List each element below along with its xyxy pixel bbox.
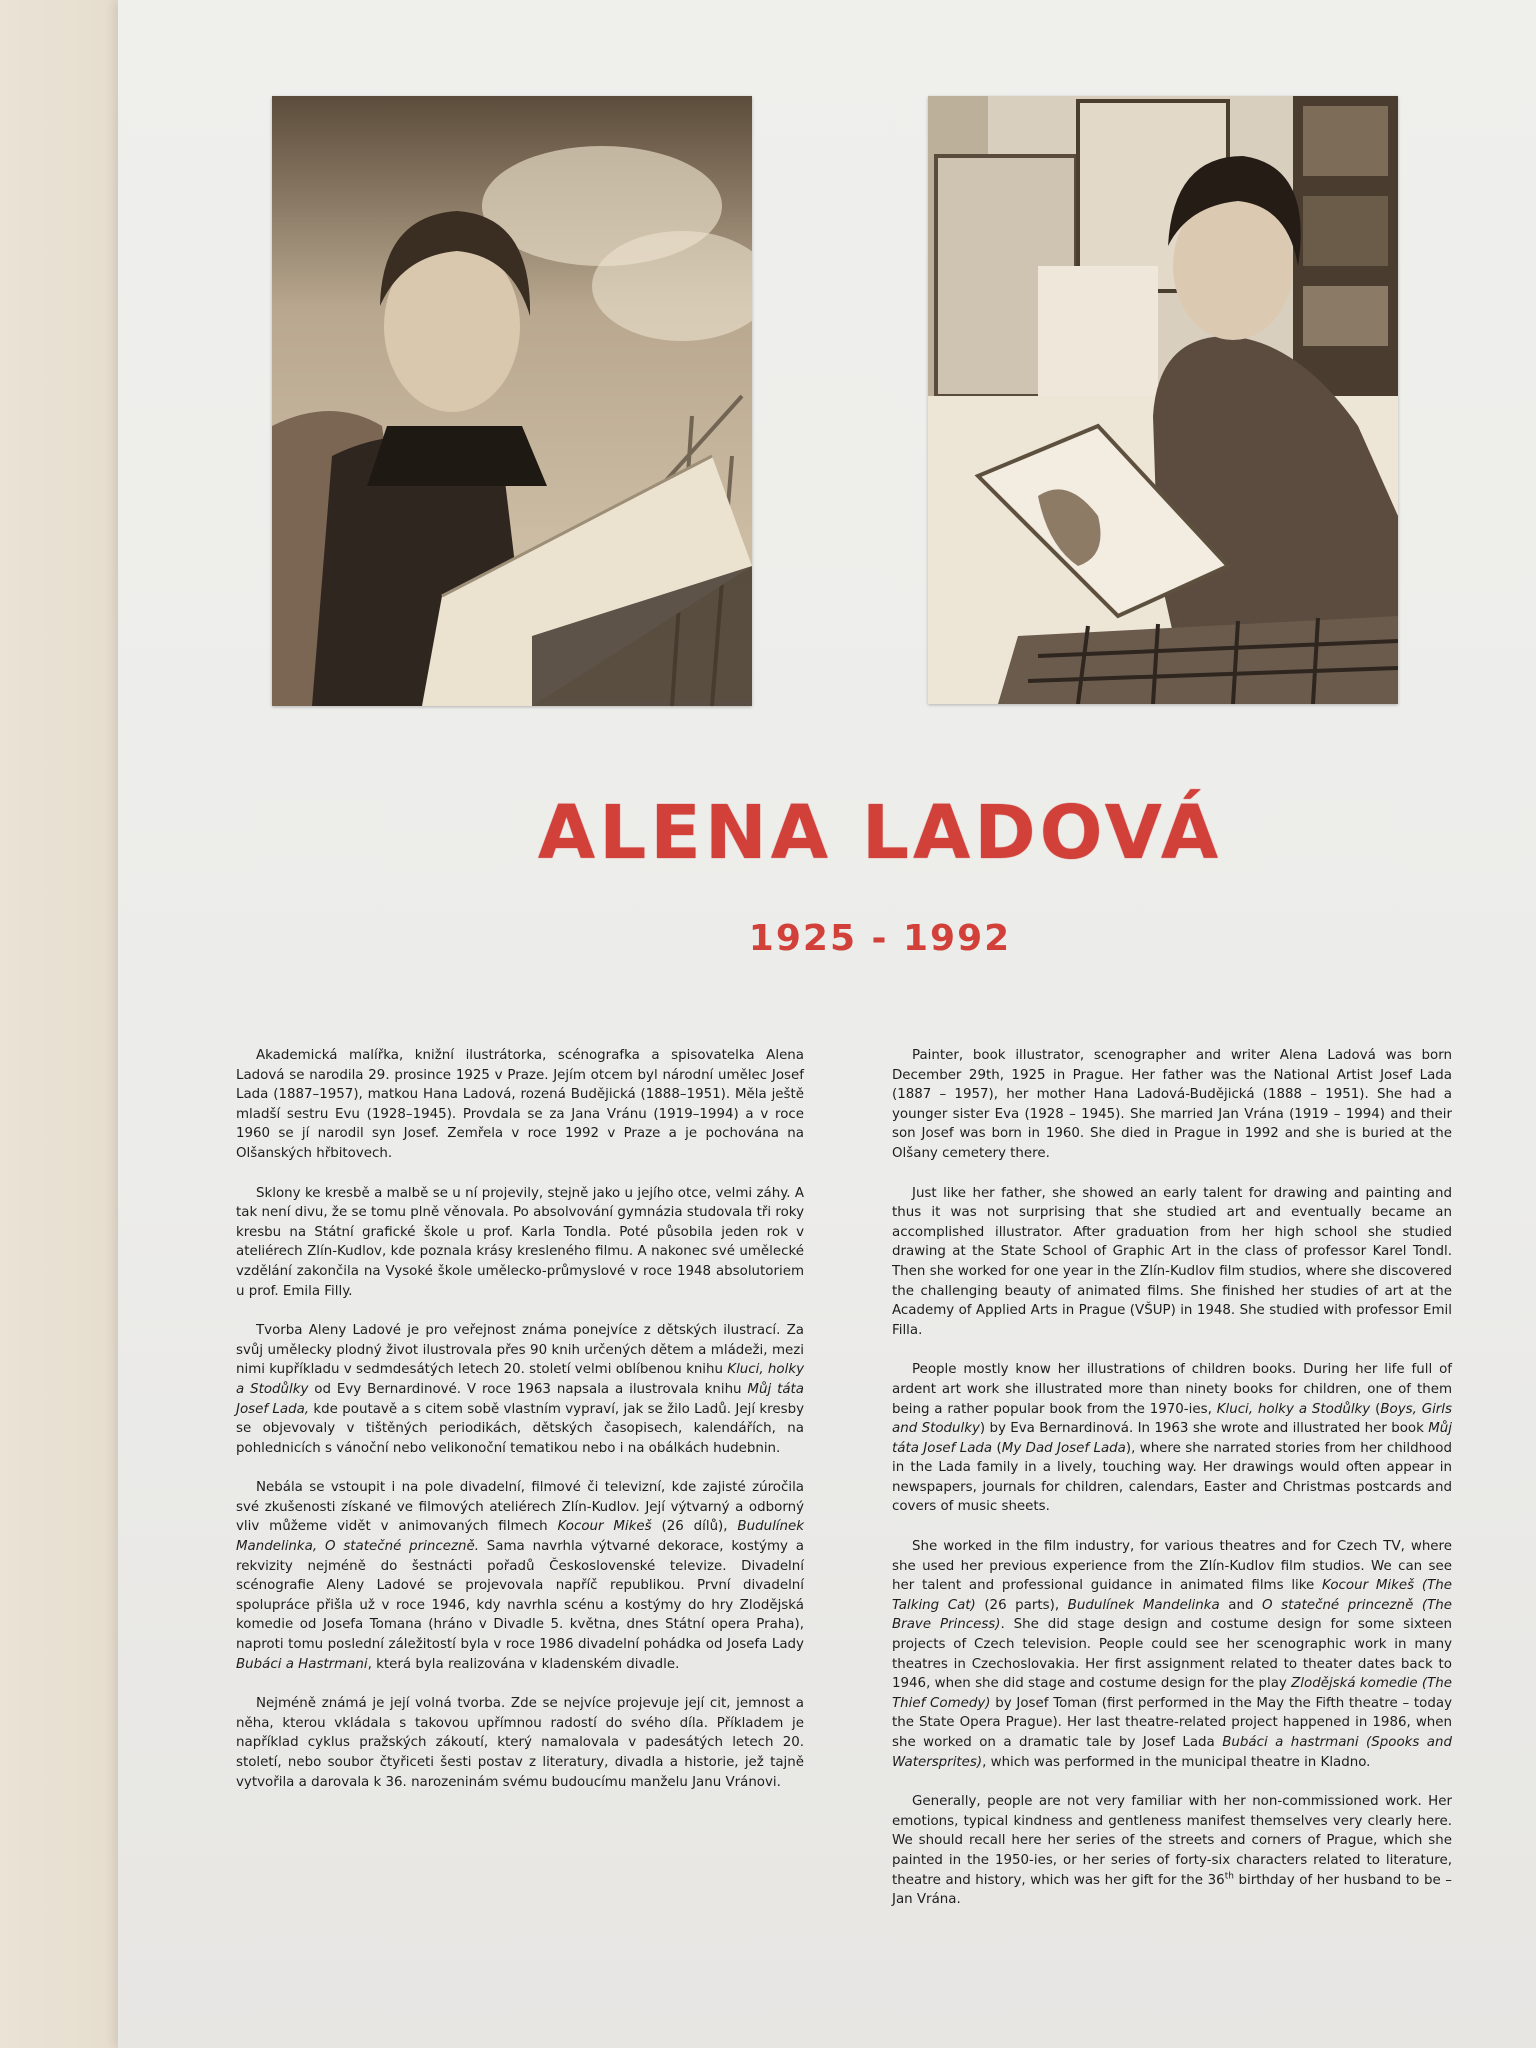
cz-p1-text: Akademická malířka, knižní ilustrátorka, scénografka a spisovatelka Alena Ladová se narodila 29. prosince 1925 v Praze. Jejím otcem byl národní umělec Josef Lada (1887–1957), matkou Hana Ladová, rozená Budějická (1888–1951). Měla ještě mladší sestru Evu (1928–1945). Provdala se za Jana Vránu (1919–1994) a v roce 1960 se jí narodil syn Josef. Zemřela v roce 1992 v Praze a je pochována na Olšanských hřbitovech. bbox=[236, 1048, 804, 1161]
en-paragraph bbox=[892, 1537, 1452, 1772]
life-years: 1925 - 1992 bbox=[748, 918, 1012, 959]
cz-p4-text: , která byla realizována v kladenském divadle. bbox=[367, 1656, 680, 1672]
wall-background bbox=[0, 0, 125, 2048]
en-film-title: Kocour Mikeš (The Talking Cat) bbox=[892, 1578, 1452, 1613]
en-p5-text: Generally, people are not very familiar with her non-commissioned work. Her emotions, typical kindness and gentleness manifest themselves very clearly here. We should recall here her series of the streets and corners of Prague, which she painted in the 1950-ies, or her series of forty-six characters related to literature, theatre and history, which was her gift for the 36 bbox=[892, 1794, 1452, 1888]
en-p4-text: , which was performed in the municipal theatre in Kladno. bbox=[982, 1754, 1371, 1770]
cz-paragraph bbox=[236, 1321, 804, 1458]
en-p3-text: ( bbox=[992, 1440, 1002, 1456]
en-book-title: Kluci, holky a Stodůlky bbox=[1216, 1401, 1371, 1417]
en-paragraph bbox=[892, 1792, 1452, 1910]
en-p4-text: (26 parts), bbox=[975, 1597, 1068, 1613]
cz-book-title: Kluci, holky a Stodůlky bbox=[236, 1362, 804, 1397]
cz-film-title: Kocour Mikeš bbox=[557, 1519, 652, 1535]
cz-p2-text: Sklony ke kresbě a malbě se u ní projevily, stejně jako u jejího otce, velmi záhy. A tak není divu, že se tomu plně věnovala. Po absolvování gymnázia studovala tři roky kresbu na Státní grafické škole u prof. Karla Tondla. Poté působila jeden rok v ateliérech Zlín-Kudlov, kde poznala krásy kresleného filmu. A nakonec své umělecké vzdělání zakončila na Vysoké škole umělecko-průmyslové v roce 1948 absolutoriem u prof. Emila Filly. bbox=[236, 1185, 804, 1299]
en-p3-text: ( bbox=[1370, 1401, 1381, 1417]
en-book-title: My Dad Josef Lada bbox=[1001, 1440, 1126, 1456]
cz-p4-text: Nebála se vstoupit i na pole divadelní, filmové či televizní, kde zajisté zúročila své zkušenosti získané ve filmových ateliérech Zlín-Kudlov. Její výtvarný a odborný vliv můžeme vidět v animovaných filmech bbox=[236, 1480, 804, 1535]
en-film-title: O statečné princezně (The Brave Princess) bbox=[892, 1597, 1453, 1633]
en-paragraph bbox=[892, 1046, 1452, 1164]
cz-p3-text: Tvorba Aleny Ladové je pro veřejnost známa ponejvíce z dětských ilustrací. Za svůj umělecky plodný život ilustrovala přes 90 knih určených dětem a mládeži, mezi nimi kupříkladu v sedmdesátých letech 20. století velmi oblíbenou knihu bbox=[236, 1323, 804, 1378]
en-p1-text: Painter, book illustrator, scenographer and writer Alena Ladová was born December 29th, 1925 in Prague. Her father was the National Artist Josef Lada (1887 – 1957), her mother Hana Ladová-Budějická (1888 – 1951). She had a younger sister Eva (1928 – 1945). She married Jan Vrána (1919 – 1994) and their son Josef was born in 1960. She died in Prague in 1992 and she is buried at the Olšany cemetery there. bbox=[892, 1048, 1452, 1161]
en-p3-text: ) by Eva Bernardinová. In 1963 she wrote and illustrated her book bbox=[979, 1421, 1429, 1437]
en-p4-text: . She did stage design and costume design for some sixteen projects of Czech television. People could see her scenographic work in many theatres in Czechoslovakia. Her first assignment related to theater dates back to 1946, when she did stage and costume design for the play bbox=[892, 1617, 1452, 1692]
cz-p3-text: kde poutavě a s citem sobě vlastním vypraví, jak se žilo Ladů. Její kresby se objevovaly v tištěných periodikách, dětských časopisech, kalendářích, na pohlednicích s vánoční nebo velikonoční tematikou nebo i na obálkách hudebnin. bbox=[236, 1401, 804, 1456]
en-p3-text: People mostly know her illustrations of children books. During her life full of ardent art work she illustrated more than ninety books for children, one of them being a rather popular book from the 1970-ies, bbox=[892, 1362, 1452, 1417]
cz-p3-text: od Evy Bernardinové. V roce 1963 napsala a ilustrovala knihu bbox=[308, 1381, 748, 1397]
cz-p4-text: (26 dílů), bbox=[651, 1519, 738, 1535]
en-play-title: Zlodějská komedie (The Thief Comedy) bbox=[892, 1676, 1452, 1711]
en-p3-text: ), where she narrated stories from her childhood in the Lada family in a lively, touching way. Her drawings would often appear in newspapers, journals for children, calendars, Easter and Christmas postcards and covers of music sheets. bbox=[892, 1440, 1452, 1515]
en-film-title: Budulínek Mandelinka bbox=[1067, 1597, 1220, 1613]
portrait-photo-drawing-at-desk bbox=[928, 96, 1398, 704]
en-p4-text: She worked in the film industry, for various theatres and for Czech TV, where she used her previous experience from the Zlín-Kudlov film studios. We can see her talent and professional guidance in animated films like bbox=[892, 1539, 1452, 1594]
page-title: ALENA LADOVÁ bbox=[537, 790, 1223, 876]
en-p5-text: birthday of her husband to be – Jan Vrána. bbox=[892, 1872, 1452, 1908]
english-text-column bbox=[892, 1046, 1452, 1930]
cz-play-title: Bubáci a Hastrmani bbox=[236, 1656, 368, 1672]
cz-p5-text: Nejméně známá je její volná tvorba. Zde se nejvíce projevuje její cit, jemnost a něha, kterou vkládala s takovou upřímnou radostí do svého díla. Příkladem je například cyklus pražských zákoutí, který namalovala v padesátých letech 20. století, nebo soubor čtyřiceti šesti postav z literatury, divadla a historie, jež tajně vytvořila a darovala k 36. narozeninám svému budoucímu manželu Janu Vránovi. bbox=[236, 1696, 804, 1790]
cz-film-title: Budulínek Mandelinka, O statečné princezně. bbox=[236, 1519, 804, 1555]
cz-book-title: Můj táta Josef Lada, bbox=[236, 1381, 804, 1417]
cz-paragraph bbox=[236, 1046, 804, 1164]
en-paragraph bbox=[892, 1360, 1452, 1517]
ordinal-suffix: th bbox=[1224, 1871, 1234, 1882]
en-paragraph bbox=[892, 1184, 1452, 1341]
cz-p4-text: Sama navrhla výtvarné dekorace, kostýmy a rekvizity nejméně do šestnácti pořadů Československé televize. Divadelní scénografie Aleny Ladové se projevovala napříč republikou. První divadelní spolupráce přišla už v roce 1946, kdy navrhla scénu a kostýmy do hry Zlodějská komedie od Josefa Tomana (hráno v Divadle 5. května, dnes Státní opera Praha), naproti tomu poslední záležitostí byla v roce 1986 divadelní pohádka od Josefa Lady bbox=[236, 1539, 804, 1653]
cz-paragraph bbox=[236, 1184, 804, 1302]
en-book-title: Můj táta Josef Lada bbox=[892, 1421, 1452, 1456]
en-play-title: Bubáci a hastrmani (Spooks and Watersprites) bbox=[892, 1735, 1453, 1770]
en-p2-text: Just like her father, she showed an early talent for drawing and painting and thus it was not surprising that she studied art and eventually became an accomplished illustrator. After graduation from her high school she studied drawing at the State School of Graphic Art in the class of professor Karel Tondl. Then she worked for one year in the Zlín-Kudlov film studios, where she discovered the challenging beauty of animated films. She finished her studies of art at the Academy of Applied Arts in Prague (VŠUP) in 1948. She studied with professor Emil Filla. bbox=[892, 1185, 1452, 1338]
cz-paragraph bbox=[236, 1694, 804, 1792]
en-p4-text: by Josef Toman (first performed in the May the Fifth theatre – today the State Opera Prague). Her last theatre-related project happened in 1986, when she worked on a dramatic tale by Josef Lada bbox=[892, 1695, 1452, 1750]
portrait-photo-sketchbook bbox=[272, 96, 752, 706]
cz-paragraph bbox=[236, 1478, 804, 1674]
en-p4-text: and bbox=[1219, 1597, 1263, 1613]
czech-text-column bbox=[236, 1046, 804, 1812]
en-book-title: Boys, Girls and Stodulky bbox=[892, 1401, 1453, 1437]
